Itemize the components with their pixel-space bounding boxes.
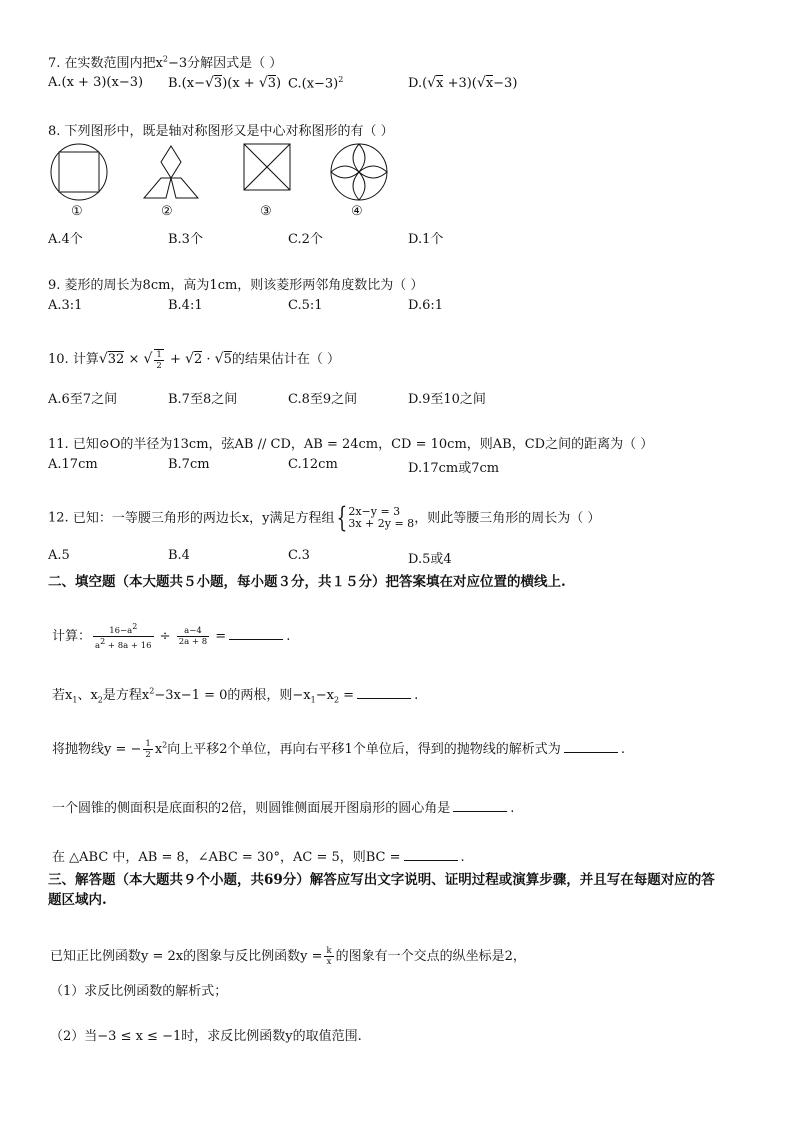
option-d[interactable]: D.1个 <box>408 232 444 247</box>
fill-question-1: 计算： $\frac{16-a^2}{a^2 + 8a + 16}$ ÷ $\frac{a-4}{2a + 8}$ = . <box>52 622 291 651</box>
option-c[interactable]: C.3 <box>288 548 310 563</box>
question-number: 9. <box>48 278 61 293</box>
question-8-figures <box>48 142 408 222</box>
option-c[interactable]: C.12cm <box>288 457 338 472</box>
solve-question-1: 已知正比例函数y = 2x的图象与反比例函数y = $\frac{k}{x}$ 的图象有一个交点的纵坐标是2， <box>50 946 526 967</box>
question-7-options <box>48 75 748 93</box>
equation-2: 3x + 2y = 8 <box>348 517 415 530</box>
question-11 <box>48 433 653 452</box>
answer-blank[interactable] <box>564 740 618 753</box>
option-d[interactable]: D.5或4 <box>408 552 452 567</box>
option-a[interactable]: A.3:1 <box>48 298 83 313</box>
option-a[interactable]: A.(x + 3)(x−3) <box>48 75 144 90</box>
answer-blank[interactable] <box>229 627 283 640</box>
option-b[interactable]: B.(x−√3)(x + √3) <box>168 75 282 91</box>
option-b[interactable]: B.7cm <box>168 457 210 472</box>
section-answer-title: 三、解答题（本大题共９个小题，共69分）解答应写出文字说明、证明过程或演算步骤，并且写在每题对应的答 题区域内. <box>48 872 715 908</box>
square-diagonals-figure <box>242 142 294 194</box>
answer-blank[interactable] <box>453 799 507 812</box>
option-c[interactable]: $C.(x-3)^2$ <box>288 75 344 92</box>
option-a[interactable]: A.4个 <box>48 232 83 247</box>
option-c[interactable]: C.5:1 <box>288 298 323 313</box>
fill-question-2: 若$x_1$、$x_2$是方程$x^2-3x-1 = 0$的两根，则$-x_1-x_2$ = . <box>52 686 419 705</box>
solve-question-1-part-1: （1）求反比例函数的解析式； <box>50 984 228 999</box>
section-fill-in-title: 二、填空题（本大题共５小题，每小题３分，共１５分）把答案填在对应位置的横线上. <box>48 574 566 590</box>
figure-label-3: ③ <box>260 204 272 219</box>
circle-square-figure <box>48 142 110 202</box>
option-d[interactable]: D.9至10之间 <box>408 392 486 407</box>
figure-label-4: ④ <box>351 204 363 219</box>
fill-question-3: 将抛物线y = − $\frac{1}{2}$ $x^2$向上平移2个单位，再向右平移1个单位后，得到的抛物线的解析式为 . <box>52 739 625 760</box>
question-number: 7. <box>48 56 61 71</box>
question-stem: 菱形的周长为8cm，高为1cm，则该菱形两邻角度数比为（ ） <box>64 278 424 293</box>
solve-question-1-part-2: （2）当−3 ≤ x ≤ −1时，求反比例函数y的取值范围. <box>50 1029 362 1044</box>
question-12-options <box>48 548 748 566</box>
question-number: 12. <box>48 510 69 526</box>
question-9 <box>48 274 423 293</box>
option-d[interactable]: D.17cm或7cm <box>408 461 500 476</box>
answer-blank[interactable] <box>404 848 458 861</box>
question-number: 8. <box>48 124 61 139</box>
fill-question-5: 在 △ABC 中，AB = 8，∠ABC = 30°，AC = 5，则BC = . <box>52 850 465 865</box>
question-10 <box>48 348 340 371</box>
option-b[interactable]: B.3个 <box>168 232 203 247</box>
option-d[interactable]: D.(√x +3)(√x−3) <box>408 75 518 91</box>
question-7 <box>48 52 282 71</box>
question-10-options <box>48 388 748 406</box>
question-stem: 在实数范围内把$x^2-3$分解因式是（ ） <box>64 54 283 71</box>
question-number: 10. <box>48 352 69 367</box>
question-number: 11. <box>48 437 69 452</box>
question-8 <box>48 120 394 139</box>
question-8-options <box>48 228 748 246</box>
three-rhombus-figure <box>140 142 202 202</box>
question-stem: 已知⊙O的半径为13cm，弦AB // CD，AB = 24cm，CD = 10cm，则AB，CD之间的距离为（ ） <box>72 437 654 452</box>
option-a[interactable]: A.17cm <box>48 457 98 472</box>
option-b[interactable]: B.4 <box>168 548 190 563</box>
fill-question-4: 一个圆锥的侧面积是底面积的2倍，则圆锥侧面展开图扇形的圆心角是 . <box>52 801 515 816</box>
question-9-options <box>48 298 748 316</box>
equation-1: 2x−y = 3 <box>348 505 401 518</box>
question-12 <box>48 501 601 534</box>
answer-blank[interactable] <box>357 686 411 699</box>
question-11-options <box>48 457 748 475</box>
option-c[interactable]: C.2个 <box>288 232 323 247</box>
option-a[interactable]: A.5 <box>48 548 70 563</box>
option-b[interactable]: B.4:1 <box>168 298 203 313</box>
option-b[interactable]: B.7至8之间 <box>168 392 238 407</box>
question-stem: 计算√32 × √ $\frac{1}{2}$ + √2 · √5的结果估计在（ ） <box>72 349 340 371</box>
option-d[interactable]: D.6:1 <box>408 298 444 313</box>
option-c[interactable]: C.8至9之间 <box>288 392 358 407</box>
figure-label-2: ② <box>161 204 173 219</box>
option-a[interactable]: A.6至7之间 <box>48 392 118 407</box>
circle-petals-figure <box>328 142 390 202</box>
question-stem: 下列图形中，既是轴对称图形又是中心对称图形的有（ ） <box>64 124 394 139</box>
figure-label-1: ① <box>71 204 83 219</box>
question-stem: 已知：一等腰三角形的两边长x，y满足方程组{ 2x−y = 3 3x + 2y = 8，则此等腰三角形的周长为（ ） <box>72 501 601 534</box>
